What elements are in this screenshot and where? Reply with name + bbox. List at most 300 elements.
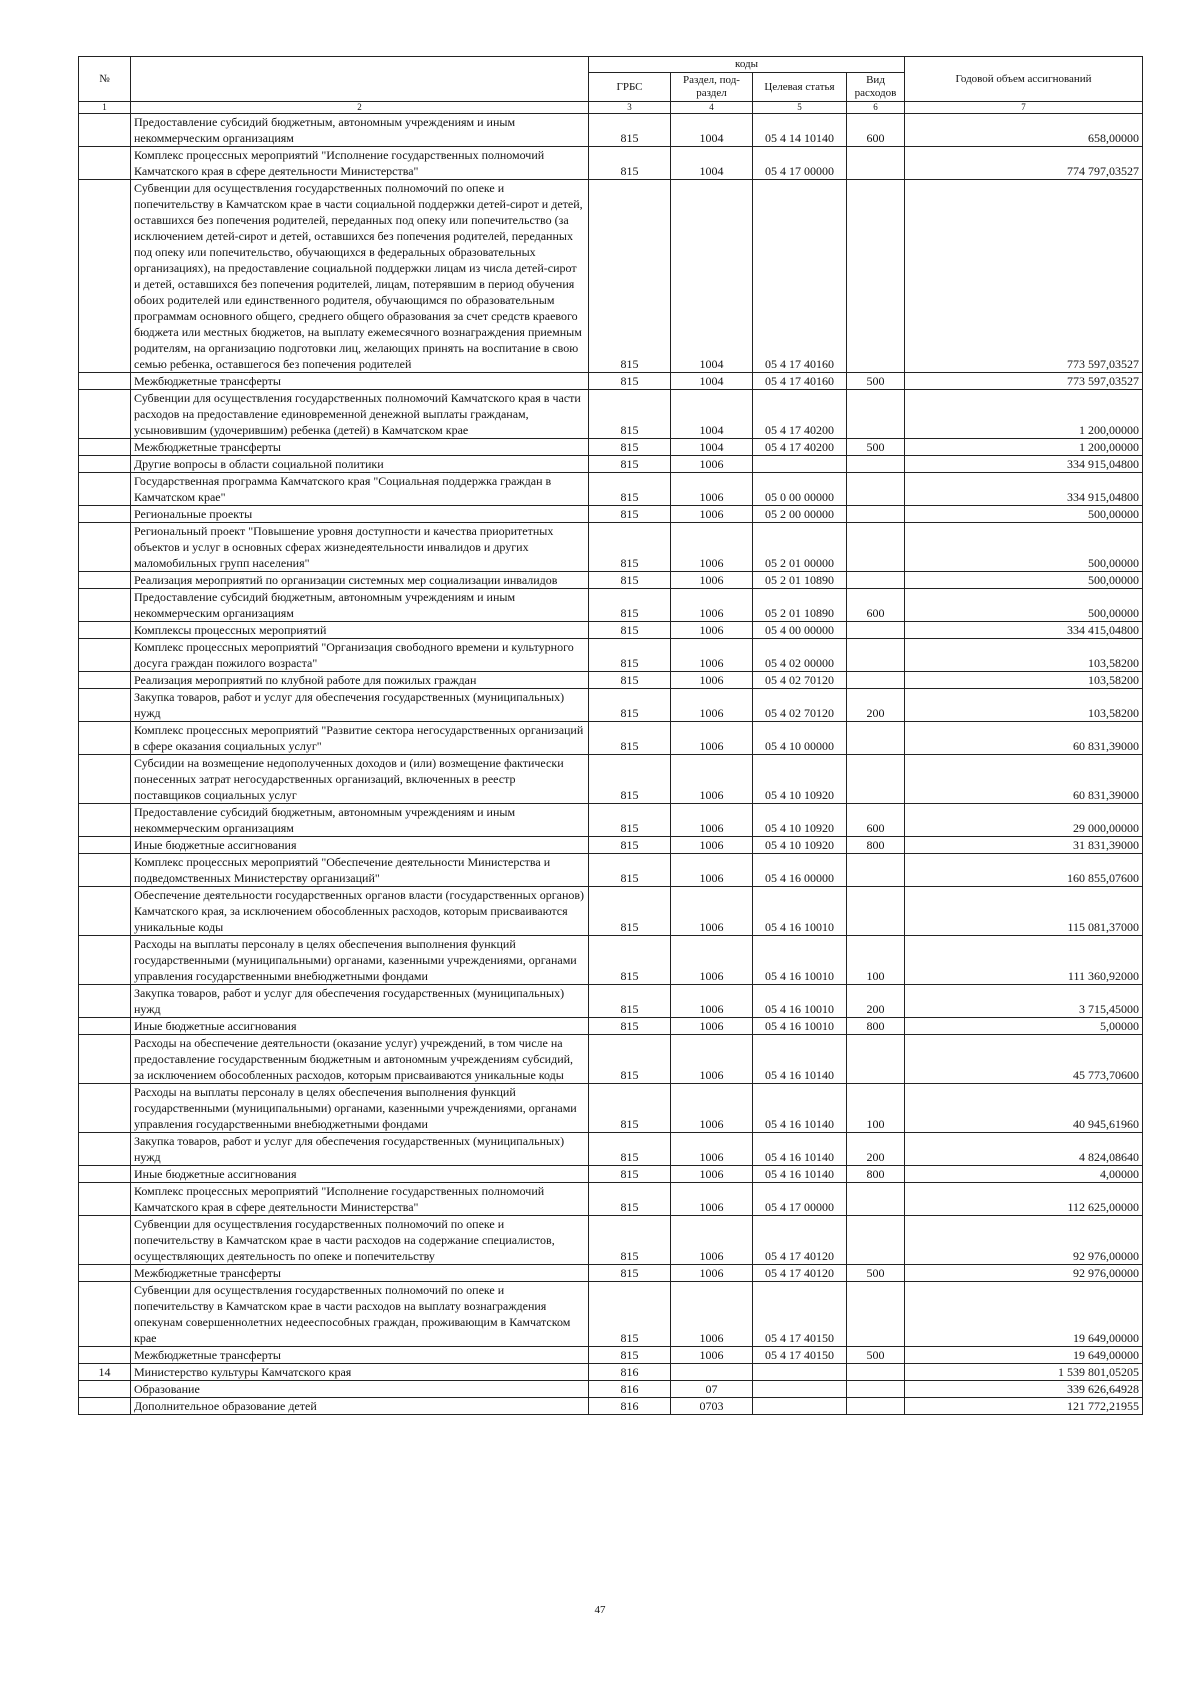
cell-name: Закупка товаров, работ и услуг для обеспечения государственных (муниципальных) нужд [131, 689, 589, 722]
table-row [79, 985, 1143, 1018]
cell-section: 1006 [671, 473, 753, 506]
cell-amount: 4 824,08640 [905, 1133, 1143, 1166]
header-amount: Годовой объем ассигнований [905, 57, 1143, 102]
cell-amount: 4,00000 [905, 1166, 1143, 1183]
cell-grbs: 815 [589, 936, 671, 985]
cell-section: 0703 [671, 1398, 753, 1415]
cell-type [847, 1035, 905, 1084]
cell-amount: 334 915,04800 [905, 456, 1143, 473]
cell-target: 05 4 17 40120 [753, 1216, 847, 1265]
table-row [79, 854, 1143, 887]
cell-amount: 60 831,39000 [905, 755, 1143, 804]
table-row [79, 1364, 1143, 1381]
table-row [79, 390, 1143, 439]
cell-target: 05 4 17 40200 [753, 439, 847, 456]
column-number: 4 [671, 102, 753, 114]
cell-section: 1006 [671, 672, 753, 689]
cell-target: 05 4 17 40150 [753, 1347, 847, 1364]
cell-name: Обеспечение деятельности государственных органов власти (государственных органов) Камчатского края, за исключением обособленных расходов, которым присваиваются уникальные коды [131, 887, 589, 936]
column-number: 2 [131, 102, 589, 114]
cell-grbs: 815 [589, 672, 671, 689]
cell-amount: 103,58200 [905, 672, 1143, 689]
cell-target: 05 2 01 10890 [753, 589, 847, 622]
cell-type [847, 523, 905, 572]
table-row [79, 837, 1143, 854]
cell-grbs: 815 [589, 1347, 671, 1364]
cell-amount: 103,58200 [905, 689, 1143, 722]
cell-target: 05 4 10 10920 [753, 804, 847, 837]
cell-name: Государственная программа Камчатского края "Социальная поддержка граждан в Камчатском крае" [131, 473, 589, 506]
cell-type [847, 473, 905, 506]
cell-section: 1006 [671, 506, 753, 523]
table-row [79, 572, 1143, 589]
cell-grbs: 815 [589, 887, 671, 936]
cell-target: 05 0 00 00000 [753, 473, 847, 506]
cell-amount: 334 415,04800 [905, 622, 1143, 639]
table-row [79, 804, 1143, 837]
cell-name: Субвенции для осуществления государственных полномочий по опеке и попечительству в Камчатском крае в части расходов на содержание специалистов, осуществляющих деятельность по опеке и попечительству [131, 1216, 589, 1265]
table-row [79, 1347, 1143, 1364]
cell-num [79, 722, 131, 755]
cell-type [847, 755, 905, 804]
cell-name: Закупка товаров, работ и услуг для обеспечения государственных (муниципальных) нужд [131, 985, 589, 1018]
cell-section: 1004 [671, 147, 753, 180]
cell-name: Закупка товаров, работ и услуг для обеспечения государственных (муниципальных) нужд [131, 1133, 589, 1166]
table-row [79, 1133, 1143, 1166]
cell-section: 1006 [671, 722, 753, 755]
page-number: 47 [594, 1604, 606, 1616]
cell-type [847, 1216, 905, 1265]
cell-name: Иные бюджетные ассигнования [131, 837, 589, 854]
cell-grbs: 815 [589, 1035, 671, 1084]
cell-name: Иные бюджетные ассигнования [131, 1166, 589, 1183]
cell-name: Комплекс процессных мероприятий "Исполнение государственных полномочий Камчатского края в сфере деятельности Министерства" [131, 1183, 589, 1216]
cell-grbs: 815 [589, 689, 671, 722]
table-row [79, 456, 1143, 473]
cell-type [847, 390, 905, 439]
cell-num [79, 887, 131, 936]
cell-section: 1006 [671, 837, 753, 854]
cell-section: 1006 [671, 854, 753, 887]
header-section: Раздел, под-раздел [671, 73, 753, 102]
cell-section: 1006 [671, 1347, 753, 1364]
cell-type: 800 [847, 837, 905, 854]
cell-num [79, 639, 131, 672]
cell-num: 14 [79, 1364, 131, 1381]
cell-amount: 112 625,00000 [905, 1183, 1143, 1216]
cell-target: 05 4 17 40150 [753, 1282, 847, 1347]
cell-type [847, 622, 905, 639]
cell-type [847, 180, 905, 373]
cell-amount: 500,00000 [905, 506, 1143, 523]
cell-name: Межбюджетные трансферты [131, 439, 589, 456]
cell-name: Расходы на обеспечение деятельности (оказание услуг) учреждений, в том числе на предоставление государственным бюджетным и автономным учреждениям субсидий, за исключением обособленных расходов, которым присваиваются уникальные коды [131, 1035, 589, 1084]
cell-type [847, 1398, 905, 1415]
cell-amount: 19 649,00000 [905, 1282, 1143, 1347]
cell-name: Комплексы процессных мероприятий [131, 622, 589, 639]
header-target: Целевая статья [753, 73, 847, 102]
table-row [79, 1265, 1143, 1282]
cell-type: 800 [847, 1166, 905, 1183]
table-row [79, 439, 1143, 456]
cell-amount: 1 200,00000 [905, 390, 1143, 439]
cell-num [79, 439, 131, 456]
cell-num [79, 180, 131, 373]
cell-type [847, 672, 905, 689]
cell-amount: 92 976,00000 [905, 1265, 1143, 1282]
cell-amount: 1 539 801,05205 [905, 1364, 1143, 1381]
cell-grbs: 815 [589, 1265, 671, 1282]
cell-type [847, 1282, 905, 1347]
table-row [79, 1018, 1143, 1035]
cell-target: 05 4 16 10140 [753, 1133, 847, 1166]
cell-type: 600 [847, 114, 905, 147]
cell-grbs: 815 [589, 390, 671, 439]
cell-section: 1006 [671, 936, 753, 985]
cell-section: 1006 [671, 985, 753, 1018]
cell-section: 1006 [671, 1084, 753, 1133]
header-num: № [79, 57, 131, 102]
cell-num [79, 1398, 131, 1415]
column-number: 6 [847, 102, 905, 114]
cell-grbs: 815 [589, 804, 671, 837]
cell-amount: 111 360,92000 [905, 936, 1143, 985]
header-grbs: ГРБС [589, 73, 671, 102]
column-number: 7 [905, 102, 1143, 114]
cell-amount: 500,00000 [905, 589, 1143, 622]
cell-name: Субвенции для осуществления государственных полномочий по опеке и попечительству в Камчатском крае в части расходов на выплату вознаграждения опекунам совершеннолетних недееспособных граждан, проживающим в Камчатском крае [131, 1282, 589, 1347]
table-row [79, 689, 1143, 722]
cell-target: 05 4 10 10920 [753, 755, 847, 804]
cell-amount: 3 715,45000 [905, 985, 1143, 1018]
cell-num [79, 689, 131, 722]
cell-grbs: 815 [589, 622, 671, 639]
table-row [79, 622, 1143, 639]
cell-grbs: 815 [589, 456, 671, 473]
cell-type: 500 [847, 439, 905, 456]
cell-type [847, 147, 905, 180]
cell-num [79, 147, 131, 180]
cell-num [79, 1216, 131, 1265]
cell-grbs: 815 [589, 639, 671, 672]
cell-amount: 115 081,37000 [905, 887, 1143, 936]
cell-name: Комплекс процессных мероприятий "Обеспечение деятельности Министерства и подведомственных Министерству организаций" [131, 854, 589, 887]
cell-target [753, 1381, 847, 1398]
cell-num [79, 506, 131, 523]
cell-amount: 103,58200 [905, 639, 1143, 672]
cell-name: Другие вопросы в области социальной политики [131, 456, 589, 473]
cell-section: 1006 [671, 1018, 753, 1035]
cell-name: Комплекс процессных мероприятий "Развитие сектора негосударственных организаций в сфере оказания социальных услуг" [131, 722, 589, 755]
cell-num [79, 456, 131, 473]
cell-amount: 31 831,39000 [905, 837, 1143, 854]
cell-grbs: 815 [589, 837, 671, 854]
cell-num [79, 373, 131, 390]
cell-target: 05 4 16 10010 [753, 887, 847, 936]
table-row [79, 1035, 1143, 1084]
cell-num [79, 1265, 131, 1282]
cell-target: 05 4 00 00000 [753, 622, 847, 639]
table-row [79, 1183, 1143, 1216]
cell-section: 1006 [671, 589, 753, 622]
cell-amount: 500,00000 [905, 523, 1143, 572]
cell-num [79, 622, 131, 639]
cell-type: 100 [847, 1084, 905, 1133]
cell-grbs: 815 [589, 854, 671, 887]
cell-section: 1004 [671, 373, 753, 390]
cell-type [847, 639, 905, 672]
table-row [79, 755, 1143, 804]
cell-target: 05 2 01 00000 [753, 523, 847, 572]
cell-amount: 160 855,07600 [905, 854, 1143, 887]
cell-amount: 1 200,00000 [905, 439, 1143, 456]
header-codes: коды [589, 57, 905, 73]
cell-type: 800 [847, 1018, 905, 1035]
cell-name: Расходы на выплаты персоналу в целях обеспечения выполнения функций государственными (муниципальными) органами, казенными учреждениями, органами управления государственными внебюджетными фондами [131, 936, 589, 985]
cell-target: 05 4 17 40200 [753, 390, 847, 439]
cell-target [753, 1398, 847, 1415]
cell-amount: 339 626,64928 [905, 1381, 1143, 1398]
cell-target: 05 4 17 00000 [753, 1183, 847, 1216]
cell-type [847, 456, 905, 473]
cell-target: 05 4 17 40160 [753, 373, 847, 390]
cell-name: Комплекс процессных мероприятий "Исполнение государственных полномочий Камчатского края в сфере деятельности Министерства" [131, 147, 589, 180]
cell-target: 05 4 16 00000 [753, 854, 847, 887]
cell-grbs: 815 [589, 523, 671, 572]
cell-target: 05 4 17 40160 [753, 180, 847, 373]
cell-num [79, 1035, 131, 1084]
cell-section: 1006 [671, 1216, 753, 1265]
cell-section: 1004 [671, 390, 753, 439]
cell-amount: 773 597,03527 [905, 180, 1143, 373]
cell-num [79, 672, 131, 689]
cell-section [671, 1364, 753, 1381]
cell-grbs: 816 [589, 1364, 671, 1381]
cell-section: 1004 [671, 439, 753, 456]
cell-type: 200 [847, 689, 905, 722]
budget-table [78, 56, 1143, 1415]
cell-name: Межбюджетные трансферты [131, 1347, 589, 1364]
cell-grbs: 815 [589, 1166, 671, 1183]
cell-num [79, 936, 131, 985]
cell-num [79, 1183, 131, 1216]
cell-section: 1006 [671, 572, 753, 589]
cell-type: 500 [847, 1347, 905, 1364]
cell-grbs: 815 [589, 1183, 671, 1216]
column-numbers-row [79, 102, 1143, 114]
cell-target: 05 4 17 00000 [753, 147, 847, 180]
cell-amount: 19 649,00000 [905, 1347, 1143, 1364]
cell-target: 05 4 02 00000 [753, 639, 847, 672]
cell-target: 05 4 16 10010 [753, 936, 847, 985]
cell-name: Дополнительное образование детей [131, 1398, 589, 1415]
cell-num [79, 572, 131, 589]
cell-section: 1006 [671, 1133, 753, 1166]
cell-name: Региональный проект "Повышение уровня доступности и качества приоритетных объектов и услуг в основных сферах жизнедеятельности инвалидов и других маломобильных групп населения" [131, 523, 589, 572]
cell-type: 500 [847, 1265, 905, 1282]
cell-target: 05 2 00 00000 [753, 506, 847, 523]
cell-target: 05 4 16 10010 [753, 985, 847, 1018]
cell-num [79, 837, 131, 854]
cell-type [847, 1381, 905, 1398]
cell-amount: 92 976,00000 [905, 1216, 1143, 1265]
table-header [79, 57, 1143, 114]
cell-type: 600 [847, 589, 905, 622]
cell-num [79, 1133, 131, 1166]
cell-num [79, 523, 131, 572]
cell-name: Региональные проекты [131, 506, 589, 523]
cell-type: 600 [847, 804, 905, 837]
table-row [79, 722, 1143, 755]
column-number: 3 [589, 102, 671, 114]
cell-target: 05 4 02 70120 [753, 672, 847, 689]
cell-amount: 774 797,03527 [905, 147, 1143, 180]
table-row [79, 147, 1143, 180]
table-row [79, 523, 1143, 572]
cell-target: 05 4 16 10140 [753, 1166, 847, 1183]
cell-type [847, 1364, 905, 1381]
cell-num [79, 1381, 131, 1398]
column-number: 5 [753, 102, 847, 114]
cell-num [79, 1282, 131, 1347]
cell-grbs: 815 [589, 1133, 671, 1166]
cell-type [847, 887, 905, 936]
cell-num [79, 114, 131, 147]
cell-num [79, 1166, 131, 1183]
cell-name: Межбюджетные трансферты [131, 1265, 589, 1282]
cell-num [79, 1347, 131, 1364]
cell-num [79, 473, 131, 506]
cell-section: 1006 [671, 1183, 753, 1216]
cell-grbs: 815 [589, 572, 671, 589]
cell-grbs: 815 [589, 373, 671, 390]
cell-target: 05 4 16 10140 [753, 1084, 847, 1133]
table-row [79, 1381, 1143, 1398]
cell-name: Иные бюджетные ассигнования [131, 1018, 589, 1035]
cell-num [79, 1018, 131, 1035]
cell-name: Образование [131, 1381, 589, 1398]
table-row [79, 114, 1143, 147]
cell-name: Министерство культуры Камчатского края [131, 1364, 589, 1381]
cell-target [753, 456, 847, 473]
cell-target: 05 4 02 70120 [753, 689, 847, 722]
cell-grbs: 815 [589, 506, 671, 523]
table-row [79, 373, 1143, 390]
cell-section: 1006 [671, 456, 753, 473]
cell-section: 07 [671, 1381, 753, 1398]
cell-grbs: 815 [589, 1216, 671, 1265]
table-row [79, 1282, 1143, 1347]
cell-amount: 45 773,70600 [905, 1035, 1143, 1084]
cell-num [79, 755, 131, 804]
header-type: Вид расходов [847, 73, 905, 102]
table-row [79, 639, 1143, 672]
cell-amount: 60 831,39000 [905, 722, 1143, 755]
cell-type: 100 [847, 936, 905, 985]
cell-target: 05 4 16 10140 [753, 1035, 847, 1084]
cell-num [79, 589, 131, 622]
column-number: 1 [79, 102, 131, 114]
cell-name: Расходы на выплаты персоналу в целях обеспечения выполнения функций государственными (муниципальными) органами, казенными учреждениями, органами управления государственными внебюджетными фондами [131, 1084, 589, 1133]
cell-grbs: 815 [589, 1282, 671, 1347]
cell-name: Субсидии на возмещение недополученных доходов и (или) возмещение фактически понесенных затрат негосударственных организаций, включенных в реестр поставщиков социальных услуг [131, 755, 589, 804]
cell-name: Предоставление субсидий бюджетным, автономным учреждениям и иным некоммерческим организациям [131, 589, 589, 622]
cell-grbs: 815 [589, 722, 671, 755]
cell-section: 1006 [671, 523, 753, 572]
cell-amount: 40 945,61960 [905, 1084, 1143, 1133]
cell-type: 500 [847, 373, 905, 390]
cell-amount: 29 000,00000 [905, 804, 1143, 837]
cell-amount: 500,00000 [905, 572, 1143, 589]
cell-type: 200 [847, 985, 905, 1018]
cell-num [79, 1084, 131, 1133]
cell-grbs: 815 [589, 180, 671, 373]
table-row [79, 887, 1143, 936]
table-row [79, 506, 1143, 523]
cell-grbs: 815 [589, 473, 671, 506]
cell-target [753, 1364, 847, 1381]
cell-section: 1006 [671, 1166, 753, 1183]
table-row [79, 1398, 1143, 1415]
table-row [79, 1166, 1143, 1183]
cell-type [847, 722, 905, 755]
cell-amount: 334 915,04800 [905, 473, 1143, 506]
table-row [79, 672, 1143, 689]
cell-num [79, 985, 131, 1018]
cell-section: 1006 [671, 1035, 753, 1084]
table-row [79, 180, 1143, 373]
cell-name: Предоставление субсидий бюджетным, автономным учреждениям и иным некоммерческим организациям [131, 804, 589, 837]
cell-section: 1006 [671, 639, 753, 672]
cell-type [847, 1183, 905, 1216]
table-row [79, 589, 1143, 622]
table-body [79, 114, 1143, 1415]
cell-section: 1006 [671, 804, 753, 837]
cell-name: Межбюджетные трансферты [131, 373, 589, 390]
cell-grbs: 815 [589, 114, 671, 147]
cell-grbs: 816 [589, 1381, 671, 1398]
cell-section: 1006 [671, 689, 753, 722]
cell-grbs: 815 [589, 755, 671, 804]
cell-amount: 658,00000 [905, 114, 1143, 147]
table-row [79, 1084, 1143, 1133]
cell-grbs: 815 [589, 147, 671, 180]
cell-target: 05 2 01 10890 [753, 572, 847, 589]
cell-type: 200 [847, 1133, 905, 1166]
cell-name: Реализация мероприятий по клубной работе для пожилых граждан [131, 672, 589, 689]
cell-target: 05 4 17 40120 [753, 1265, 847, 1282]
header-name [131, 57, 589, 102]
cell-grbs: 815 [589, 1018, 671, 1035]
cell-num [79, 804, 131, 837]
cell-name: Субвенции для осуществления государственных полномочий Камчатского края в части расходов на предоставление единовременной денежной выплаты гражданам, усыновившим (удочерившим) ребенка (детей) в Камчатском крае [131, 390, 589, 439]
cell-num [79, 390, 131, 439]
cell-section: 1006 [671, 755, 753, 804]
cell-grbs: 815 [589, 439, 671, 456]
cell-type [847, 572, 905, 589]
table-row [79, 936, 1143, 985]
cell-grbs: 815 [589, 985, 671, 1018]
table-row [79, 473, 1143, 506]
cell-grbs: 816 [589, 1398, 671, 1415]
cell-target: 05 4 16 10010 [753, 1018, 847, 1035]
cell-amount: 5,00000 [905, 1018, 1143, 1035]
cell-target: 05 4 14 10140 [753, 114, 847, 147]
cell-amount: 773 597,03527 [905, 373, 1143, 390]
cell-grbs: 815 [589, 1084, 671, 1133]
cell-name: Комплекс процессных мероприятий "Организация свободного времени и культурного досуга граждан пожилого возраста" [131, 639, 589, 672]
cell-section: 1006 [671, 887, 753, 936]
